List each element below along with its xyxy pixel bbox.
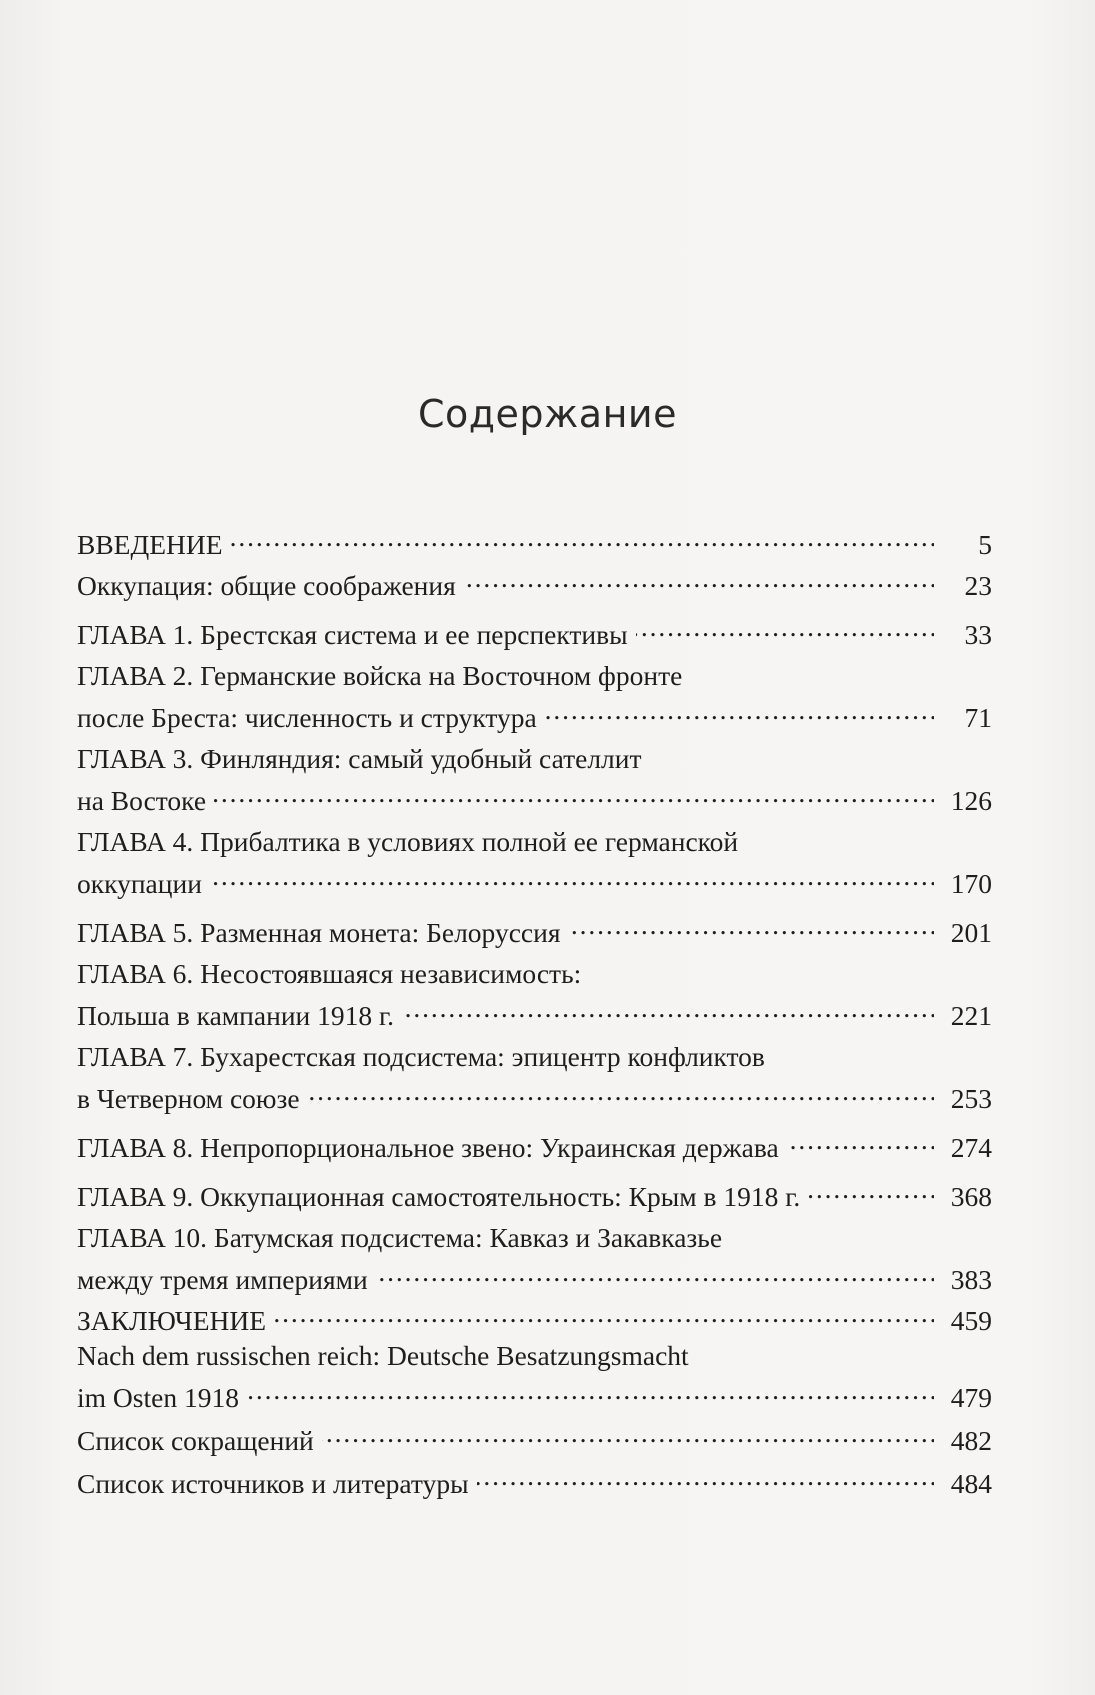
toc-entry-title-line: ГЛАВА 4. Прибалтика в условиях полной ее германской — [77, 826, 739, 857]
toc-entry-title: Список источников и литературы — [77, 1468, 469, 1499]
dot-leader — [464, 561, 934, 595]
toc-entry-title: ВВЕДЕНИЕ — [77, 529, 223, 560]
toc-entry-abbreviations — [77, 1416, 992, 1456]
toc-entry-title: im Osten 1918 — [77, 1382, 239, 1413]
toc-entry-chapter-5 — [77, 908, 992, 948]
dot-leader — [308, 1074, 934, 1108]
toc-page-number: 170 — [950, 868, 992, 899]
toc-page-number: 274 — [950, 1132, 992, 1163]
toc-entry-chapter-4 — [77, 825, 992, 899]
toc-entry-title: Список сокращений — [77, 1425, 314, 1456]
toc-entry-title-line: ГЛАВА 2. Германские войска на Восточном фронте — [77, 660, 683, 691]
toc-entry-sources — [77, 1459, 992, 1499]
dot-leader — [376, 1255, 934, 1289]
toc-entry-chapter-9 — [77, 1172, 992, 1212]
toc-page-number: 253 — [950, 1083, 992, 1114]
toc-entry-chapter-3 — [77, 742, 992, 816]
toc-page-number: 459 — [950, 1305, 992, 1336]
toc-entry-chapter-7 — [77, 1040, 992, 1114]
dot-leader — [274, 1296, 934, 1330]
table-of-contents — [77, 520, 992, 1499]
toc-entry-chapter-2 — [77, 659, 992, 733]
toc-page-number: 33 — [964, 619, 992, 650]
toc-entry-german-summary — [77, 1339, 992, 1413]
toc-entry-title-line: Nach dem russischen reich: Deutsche Besatzungsmacht — [77, 1340, 689, 1371]
toc-entry-title: ГЛАВА 5. Разменная монета: Белоруссия — [77, 917, 561, 948]
toc-entry-occupation — [77, 561, 992, 601]
toc-entry-title: на Востоке — [77, 785, 207, 816]
dot-leader — [214, 776, 934, 810]
toc-entry-title-line: ГЛАВА 10. Батумская подсистема: Кавказ и Закавказье — [77, 1222, 723, 1253]
toc-entry-title: ГЛАВА 9. Оккупационная самостоятельность: Крым в 1918 г. — [77, 1181, 801, 1212]
toc-entry-title: оккупации — [77, 868, 202, 899]
toc-page-number: 221 — [950, 1000, 992, 1031]
page-title: Содержание — [418, 392, 677, 436]
toc-entry-title-line: ГЛАВА 7. Бухарестская подсистема: эпицентр конфликтов — [77, 1041, 765, 1072]
toc-entry-title: ГЛАВА 8. Непропорциональное звено: Украинская держава — [77, 1132, 779, 1163]
dot-leader — [808, 1172, 934, 1206]
toc-page-number: 23 — [964, 570, 992, 601]
toc-entry-title: в Четверном союзе — [77, 1083, 300, 1114]
dot-leader — [231, 520, 934, 554]
dot-leader — [636, 610, 934, 644]
dot-leader — [477, 1459, 934, 1493]
dot-leader — [322, 1416, 934, 1450]
toc-entry-chapter-10 — [77, 1221, 992, 1295]
toc-entry-title-line: ГЛАВА 6. Несостоявшаяся независимость: — [77, 958, 582, 989]
toc-entry-chapter-1 — [77, 610, 992, 650]
toc-entry-chapter-6 — [77, 957, 992, 1031]
toc-page-number: 484 — [950, 1468, 992, 1499]
dot-leader — [568, 908, 934, 942]
dot-leader — [247, 1373, 934, 1407]
toc-entry-title: после Бреста: численность и структура — [77, 702, 537, 733]
toc-page-number: 126 — [950, 785, 992, 816]
toc-entry-title: ЗАКЛЮЧЕНИЕ — [77, 1305, 267, 1336]
toc-page-number: 482 — [950, 1425, 992, 1456]
dot-leader — [210, 859, 934, 893]
toc-page-number: 71 — [964, 702, 992, 733]
toc-page-number: 479 — [950, 1382, 992, 1413]
toc-entry-title: Польша в кампании 1918 г. — [77, 1000, 395, 1031]
toc-entry-chapter-8 — [77, 1123, 992, 1163]
toc-entry-introduction — [77, 520, 992, 560]
toc-page-number: 201 — [950, 917, 992, 948]
toc-page-number: 368 — [950, 1181, 992, 1212]
toc-entry-title: между тремя империями — [77, 1264, 368, 1295]
toc-entry-title: ГЛАВА 1. Брестская система и ее перспективы — [77, 619, 628, 650]
toc-entry-title: Оккупация: общие соображения — [77, 570, 456, 601]
dot-leader — [545, 693, 934, 727]
dot-leader — [402, 991, 934, 1025]
toc-entry-title-line: ГЛАВА 3. Финляндия: самый удобный сателлит — [77, 743, 642, 774]
toc-entry-conclusion — [77, 1296, 992, 1336]
dot-leader — [787, 1123, 934, 1157]
toc-page-number: 5 — [978, 529, 992, 560]
toc-page-number: 383 — [950, 1264, 992, 1295]
